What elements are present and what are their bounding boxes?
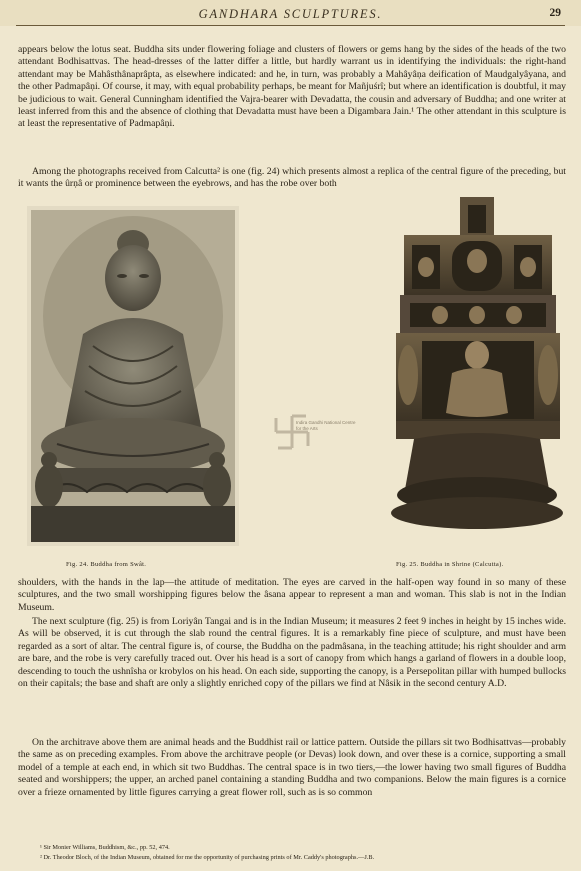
footnote-2: ² Dr. Theodor Bloch, of the Indian Museum, obtained for me the opportunity of purchasing prints of Mr. Caddy's photographs.—J.B.	[40, 854, 375, 861]
page-header	[0, 0, 581, 26]
watermark-text: Indira Gandhi National Centre for the Arts	[296, 420, 356, 431]
seated-buddha-image	[27, 206, 239, 546]
running-title: GANDHARA SCULPTURES.	[198, 7, 383, 21]
paragraph-2: Among the photographs received from Calcutta² is one (fig. 24) which presents almost a replica of the central figure of the preceding, but it wants the ûrṇâ or prominence between the eyebrows, and has the robe over both	[18, 166, 566, 190]
figure-25-photo	[390, 195, 565, 537]
buddha-shrine-image	[390, 195, 565, 537]
paragraph-4: The next sculpture (fig. 25) is from Loriyân Tangai and is in the Indian Museum; it measures 2 feet 9 inches in height by 15 inches wide. As will be observed, it is cut through the slab round the central figures. It is a remarkably fine piece of sculpture, and must have been regarded as a sort of altar. The central figure is, of course, the Buddha on the padmâsana, in the teaching attitude; his right shoulder and arm are bare, and the robe is very carefully traced out. Over his head is a sort of canopy from which hangs a garland of flowers in a double loop, descending to touch the ushnîsha or krobylos on his head. On each side, supporting the canopy, is a Persepolitan pillar with humped bullocks on their capitals; the base and shaft are only a slightly enriched copy of the pillars we find at Nâsik in the second century A.D.	[18, 616, 566, 690]
figure-24-caption: Fig. 24. Buddha from Swât.	[66, 561, 147, 568]
footnote-1: ¹ Sir Monier Williams, Buddhism, &c., pp. 52, 474.	[40, 844, 170, 851]
swastika-watermark-icon	[270, 410, 314, 454]
paragraph-3: shoulders, with the hands in the lap—the attitude of meditation. The eyes are carved in the half-open way found in so many of these sculptures, and the two small worshipping figures below the âsana appear to represent a man and woman. This slab is not in the Indian Museum.	[18, 577, 566, 613]
paragraph-5: On the architrave above them are animal heads and the Buddhist rail or lattice pattern. Outside the pillars sit two Bodhisattvas—probably the same as on preceding examples. From above the architrave people (or Devas) look down, and over these is a cornice, supporting a small model of a temple at each end, in which sit two Buddhas. The central space is in two tiers,—the lower having two small figures of Buddha seated and worshippers; the upper, an arched panel containing a standing Buddha and two companions. Below the main figures is a cornice over a frieze ornamented by little figures carrying a great flower roll, such as is so common	[18, 737, 566, 798]
header-rule	[16, 25, 565, 26]
figure-24-photo	[27, 206, 239, 546]
figure-25-caption: Fig. 25. Buddha in Shrine (Calcutta).	[396, 561, 504, 568]
paragraph-1: appears below the lotus seat. Buddha sits under flowering foliage and clusters of flowers or gems hang by the sides of the heads of the two attendant Bodhisattvas. The head-dresses of the latter differ a little, but hardly warrant us in identifying the individuals: the right-hand attendant may be Mahâsthânaprâpta, as elsewhere indicated: and he, in turn, was probably a Mahâyâṇa deification of Maudgalyâyana, and the other Padmapâṇi. Of course, it may, with equal probability perhaps, be meant for Mañjuśrî; but where an identification is doubtful, it may be judicious to wait. General Cunningham identified the Vajra-bearer with Devadatta, the cousin and adversary of Buddha; and one writer at least inferred from this and the absence of clothing that Devadatta must have been a Digambara Jain.¹ The other attendant in this sculpture is at least the representative of Padmapâṇi.	[18, 44, 566, 130]
page-number: 29	[549, 7, 561, 19]
